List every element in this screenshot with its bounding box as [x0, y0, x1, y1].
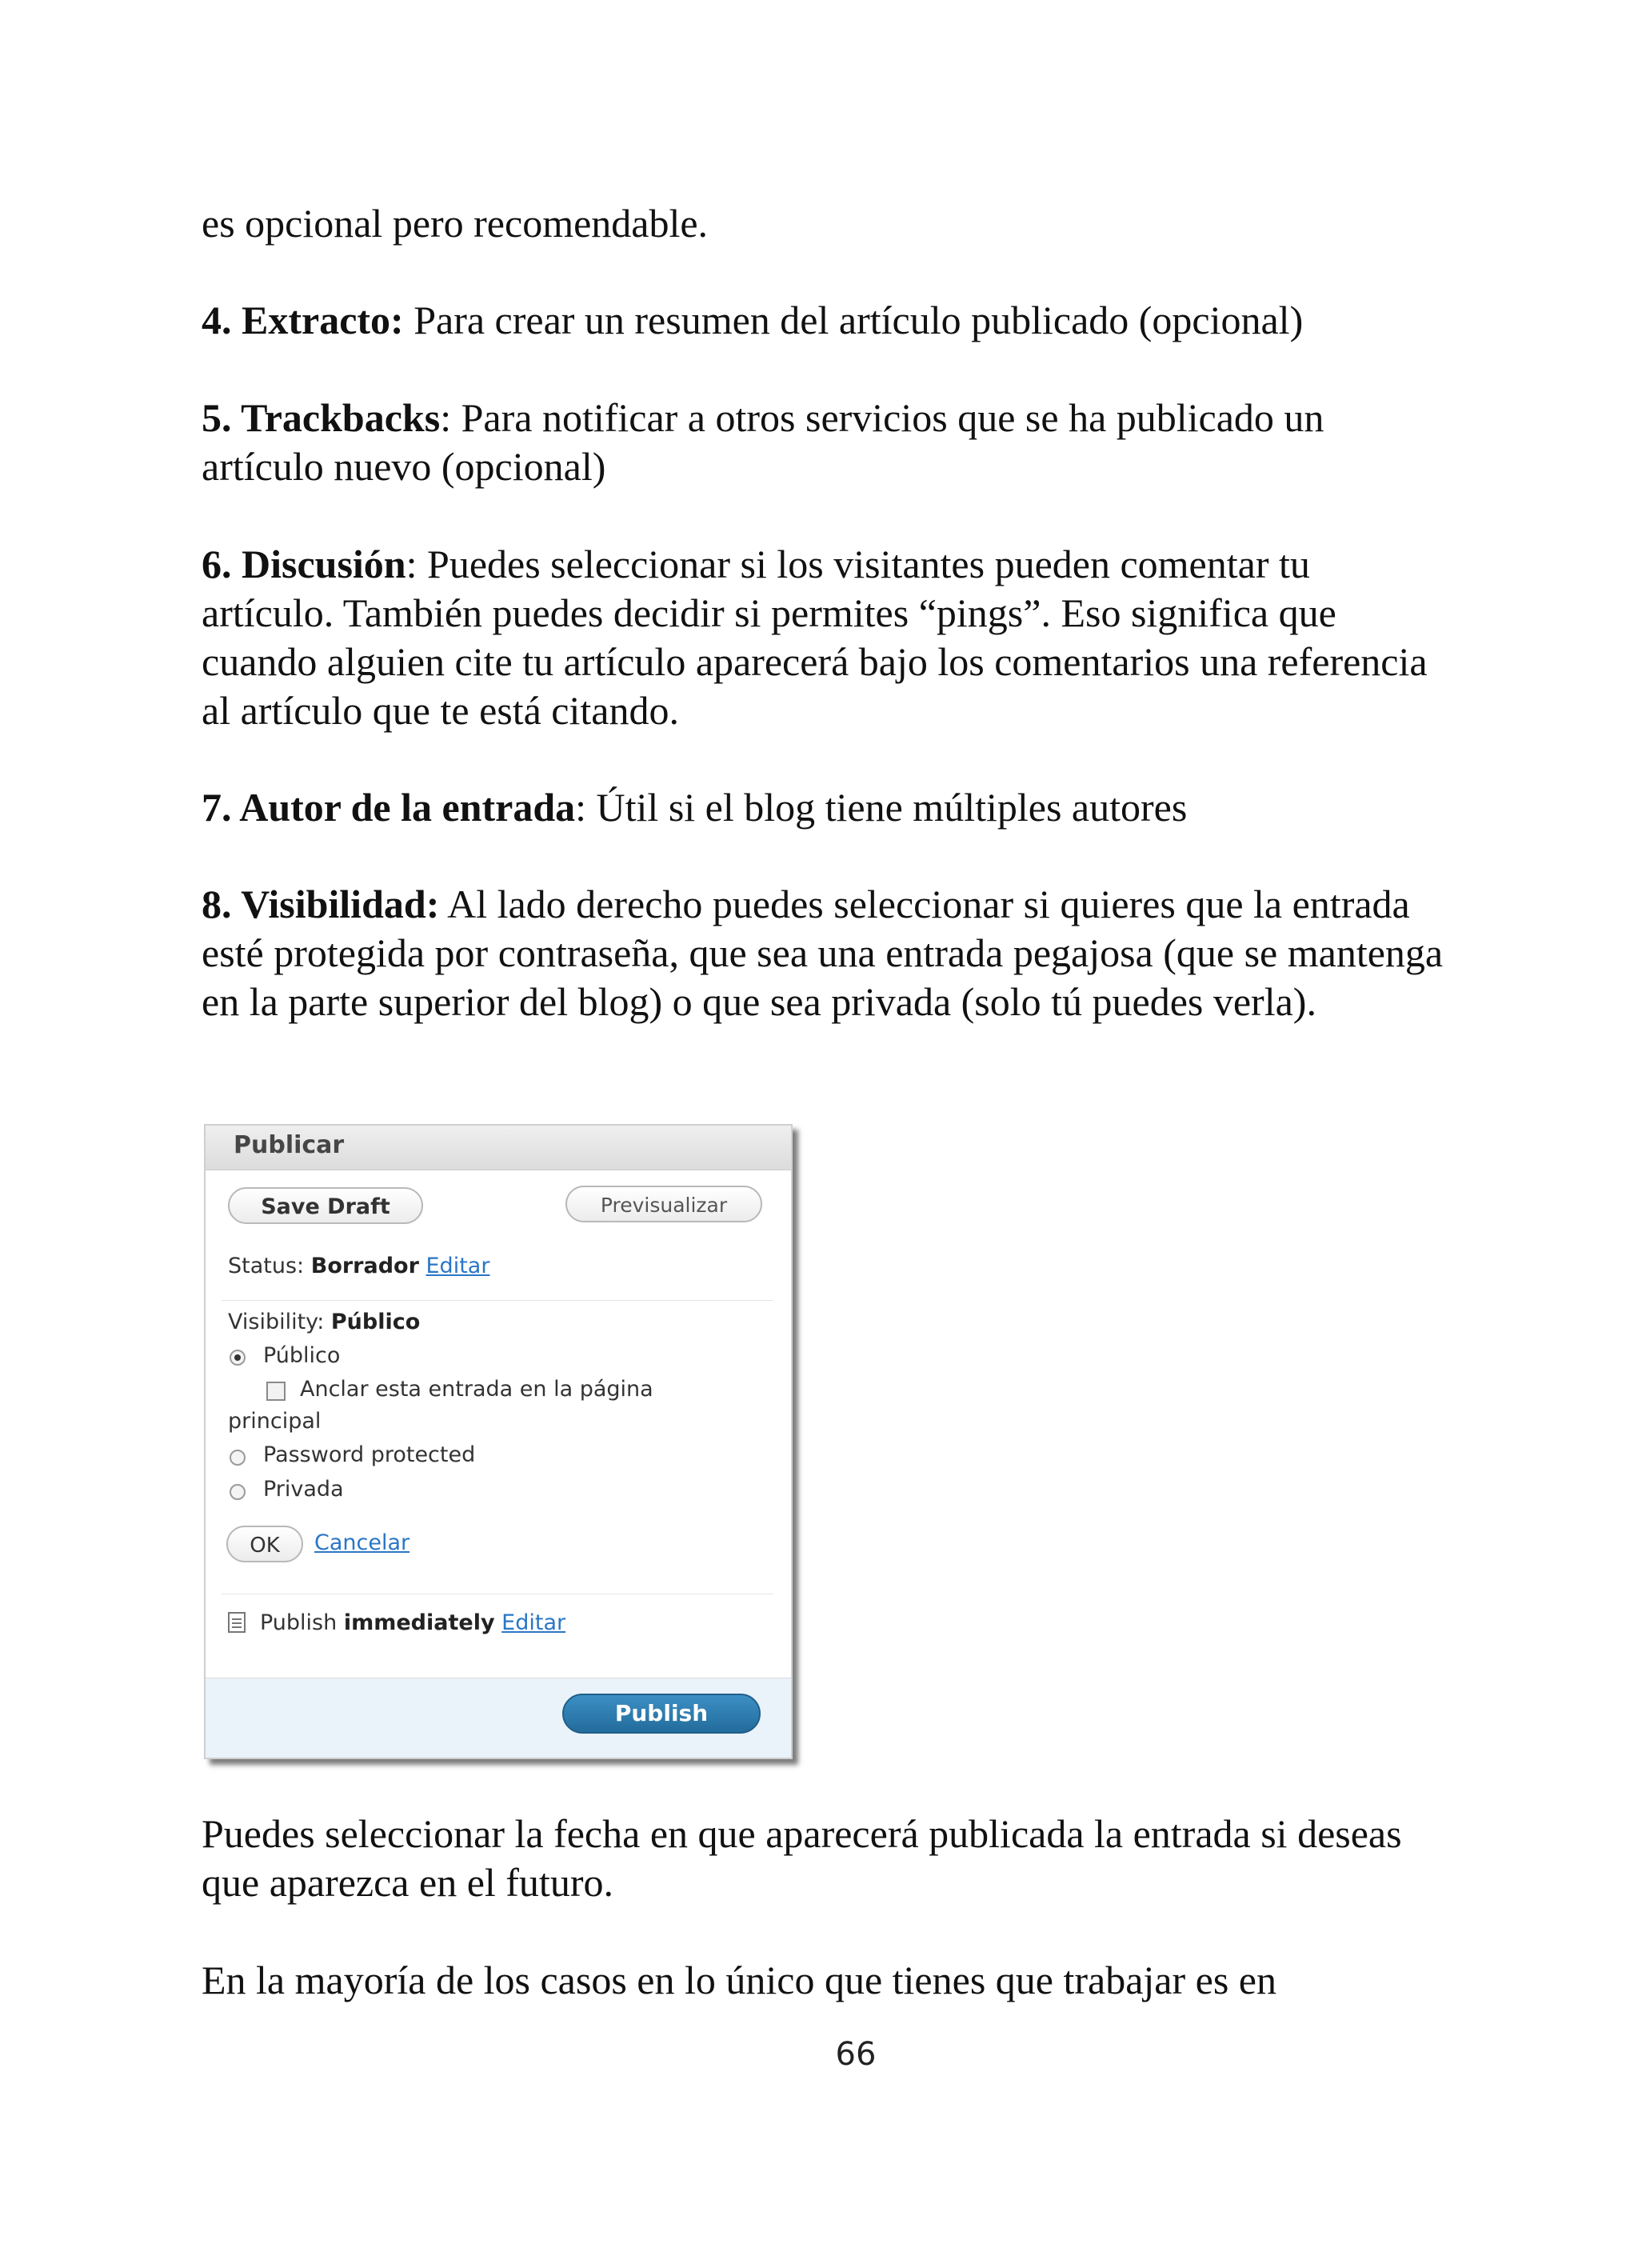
visibility-row: Visibility: Público [228, 1310, 421, 1334]
publish-schedule-row: Publish immediately Editar [260, 1610, 566, 1635]
publish-box-screenshot [204, 1124, 793, 1759]
sticky-label-line1: Anclar esta entrada en la página [300, 1377, 653, 1402]
heading-discusion: 6. Discusión [202, 542, 406, 586]
heading-extracto: 4. Extracto: [202, 298, 404, 342]
heading-visibilidad: 8. Visibilidad: [202, 882, 440, 926]
option-password-label: Password protected [263, 1442, 476, 1467]
radio-private[interactable] [230, 1484, 246, 1500]
divider [222, 1300, 773, 1301]
publish-schedule-value: immediately [343, 1610, 495, 1635]
heading-autor: 7. Autor de la entrada [202, 785, 576, 830]
publish-button[interactable]: Publish [562, 1694, 761, 1734]
radio-public[interactable] [230, 1350, 246, 1366]
option-public-label: Público [263, 1343, 341, 1368]
paragraph-trackbacks: 5. Trackbacks: Para notificar a otros servicios que se ha publicado un artículo nuevo (opcional) [202, 395, 1324, 489]
paragraph-extracto: 4. Extracto: Para crear un resumen del artículo publicado (opcional) [202, 298, 1304, 342]
page-number: 66 [835, 2036, 877, 2073]
save-draft-button[interactable]: Save Draft [228, 1187, 423, 1224]
radio-password[interactable] [230, 1450, 246, 1466]
publish-box-title: Publicar [234, 1131, 345, 1159]
publish-box-header [206, 1126, 791, 1170]
paragraph-visibilidad: 8. Visibilidad: Al lado derecho puedes seleccionar si quieres que la entrada esté protegida por contraseña, que sea una entrada pegajosa (que se mantenga en la parte superior del blog) o que sea privada (solo tú puedes verla). [202, 882, 1444, 1024]
paragraph-autor: 7. Autor de la entrada: Útil si el blog tiene múltiples autores [202, 785, 1188, 830]
paragraph-intro-end: es opcional pero recomendable. [202, 201, 709, 246]
calendar-icon [228, 1612, 246, 1633]
status-row: Status: Borrador Editar [228, 1254, 490, 1278]
sticky-checkbox[interactable] [266, 1382, 286, 1401]
paragraph-discusion: 6. Discusión: Puedes seleccionar si los visitantes pueden comentar tu artículo. También puedes decidir si permites “pings”. Eso significa que cuando alguien cite tu artículo aparecerá bajo los comentarios una referencia al artículo que te está citando. [202, 542, 1428, 733]
sticky-label-line2: principal [228, 1409, 322, 1434]
publish-edit-link[interactable]: Editar [501, 1610, 566, 1635]
ok-button[interactable]: OK [226, 1526, 303, 1562]
visibility-value: Público [330, 1310, 421, 1334]
paragraph-mayoria: En la mayoría de los casos en lo único que tienes que trabajar es en [202, 1958, 1276, 2002]
status-edit-link[interactable]: Editar [425, 1254, 490, 1278]
paragraph-fecha: Puedes seleccionar la fecha en que aparecerá publicada la entrada si deseas que aparezca en el futuro. [202, 1811, 1402, 1905]
heading-trackbacks: 5. Trackbacks [202, 395, 441, 440]
option-private-label: Privada [263, 1477, 344, 1502]
preview-button[interactable]: Previsualizar [565, 1186, 762, 1222]
cancel-link[interactable]: Cancelar [314, 1530, 410, 1555]
status-value: Borrador [310, 1254, 419, 1278]
